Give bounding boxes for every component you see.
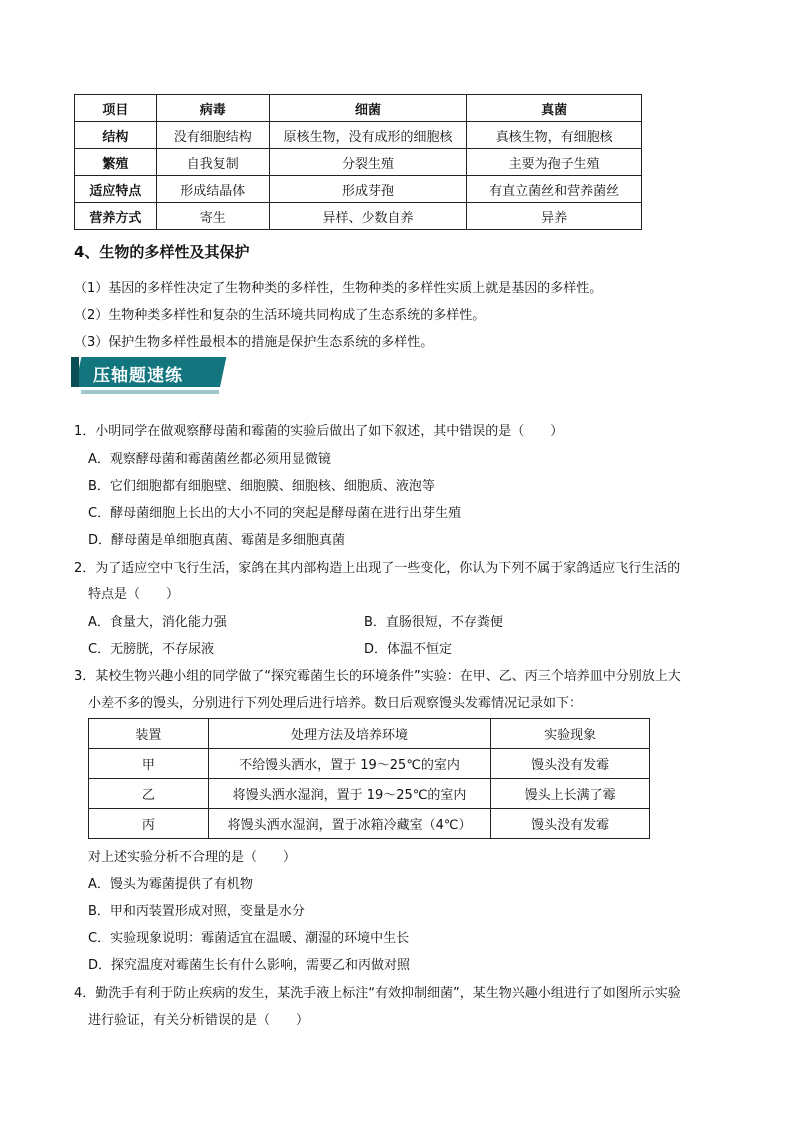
table-header-cell: 真菌 [467, 95, 642, 122]
table-row [75, 149, 642, 176]
table-cell: 分裂生殖 [269, 149, 467, 176]
table-cell: 馒头上长满了霉 [491, 779, 650, 809]
table-header-cell: 实验现象 [491, 719, 650, 749]
table-header-row [75, 95, 642, 122]
question-2-stem-cont: 特点是（ ） [88, 587, 180, 602]
table-cell: 异样、少数自养 [269, 203, 467, 230]
option-d: D．酵母菌是单细胞真菌、霉菌是多细胞真菌 [88, 533, 346, 548]
table-row [89, 779, 650, 809]
table-cell: 没有细胞结构 [156, 122, 269, 149]
option-d: D．探究温度对霉菌生长有什么影响，需要乙和丙做对照 [88, 958, 411, 973]
table-cell: 形成芽孢 [269, 176, 467, 203]
section-heading: 4、生物的多样性及其保护 [74, 243, 250, 261]
microbe-comparison-table [74, 94, 642, 230]
practice-banner [75, 357, 220, 387]
banner-stripe [71, 357, 79, 387]
section-item: （3）保护生物多样性最根本的措施是保护生态系统的多样性。 [74, 335, 434, 350]
table-row [89, 809, 650, 839]
option-a: A．食量大，消化能力强 [88, 615, 227, 630]
option-b: B．甲和丙装置形成对照，变量是水分 [88, 904, 305, 919]
question-2-stem: 2．为了适应空中飞行生活，家鸽在其内部构造上出现了一些变化，你认为下列不属于家鸽适应飞行生活的 [74, 561, 681, 576]
table-cell: 将馒头洒水湿润，置于冰箱冷藏室（4℃） [208, 809, 491, 839]
table-cell: 乙 [89, 779, 209, 809]
row-label: 营养方式 [75, 203, 157, 230]
table-cell: 有直立菌丝和营养菌丝 [467, 176, 642, 203]
banner-title: 压轴题速练 [93, 366, 183, 386]
row-label: 繁殖 [75, 149, 157, 176]
question-4-stem: 4．勤洗手有利于防止疾病的发生，某洗手液上标注“有效抑制细菌”，某生物兴趣小组进行了如图所示实验 [74, 986, 681, 1001]
table-cell: 不给馒头洒水，置于 19～25℃的室内 [208, 749, 491, 779]
banner-shadow [81, 390, 219, 394]
table-cell: 丙 [89, 809, 209, 839]
experiment-table [88, 718, 650, 839]
table-row [75, 122, 642, 149]
section-item: （1）基因的多样性决定了生物种类的多样性，生物种类的多样性实质上就是基因的多样性。 [74, 281, 603, 296]
question-3-stem-cont: 小差不多的馒头，分别进行下列处理后进行培养。数日后观察馒头发霉情况记录如下： [88, 696, 583, 711]
table-cell: 自我复制 [156, 149, 269, 176]
table-header-cell: 细菌 [269, 95, 467, 122]
table-cell: 异养 [467, 203, 642, 230]
option-c: C．实验现象说明：霉菌适宜在温暖、潮湿的环境中生长 [88, 931, 410, 946]
table-cell: 寄生 [156, 203, 269, 230]
table-header-cell: 项目 [75, 95, 157, 122]
table-row [89, 749, 650, 779]
table-header-cell: 装置 [89, 719, 209, 749]
table-cell: 将馒头洒水湿润，置于 19～25℃的室内 [208, 779, 491, 809]
table-cell: 主要为孢子生殖 [467, 149, 642, 176]
table-cell: 原核生物，没有成形的细胞核 [269, 122, 467, 149]
question-1-stem: 1．小明同学在做观察酵母菌和霉菌的实验后做出了如下叙述，其中错误的是（ ） [74, 424, 564, 439]
option-b: B．它们细胞都有细胞壁、细胞膜、细胞核、细胞质、液泡等 [88, 479, 435, 494]
table-cell: 甲 [89, 749, 209, 779]
table-header-cell: 病毒 [156, 95, 269, 122]
row-label: 适应特点 [75, 176, 157, 203]
table-cell: 形成结晶体 [156, 176, 269, 203]
question-4-stem-cont: 进行验证，有关分析错误的是（ ） [88, 1013, 310, 1028]
option-a: A．馒头为霉菌提供了有机物 [88, 877, 253, 892]
option-d: D．体温不恒定 [364, 642, 453, 657]
table-cell: 真核生物，有细胞核 [467, 122, 642, 149]
option-a: A．观察酵母菌和霉菌菌丝都必须用显微镜 [88, 452, 331, 467]
table-cell: 馒头没有发霉 [491, 809, 650, 839]
section-item: （2）生物种类多样性和复杂的生活环境共同构成了生态系统的多样性。 [74, 308, 486, 323]
table-cell: 馒头没有发霉 [491, 749, 650, 779]
table-row [75, 203, 642, 230]
option-c: C．酵母菌细胞上长出的大小不同的突起是酵母菌在进行出芽生殖 [88, 506, 462, 521]
table-header-row [89, 719, 650, 749]
option-c: C．无膀胱，不存尿液 [88, 642, 215, 657]
row-label: 结构 [75, 122, 157, 149]
option-b: B．直肠很短，不存粪便 [364, 615, 503, 630]
question-3-stem: 3．某校生物兴趣小组的同学做了“探究霉菌生长的环境条件”实验：在甲、乙、丙三个培养皿中分别放上大 [74, 669, 681, 684]
question-3-prompt: 对上述实验分析不合理的是（ ） [88, 850, 297, 865]
table-header-cell: 处理方法及培养环境 [208, 719, 491, 749]
table-row [75, 176, 642, 203]
